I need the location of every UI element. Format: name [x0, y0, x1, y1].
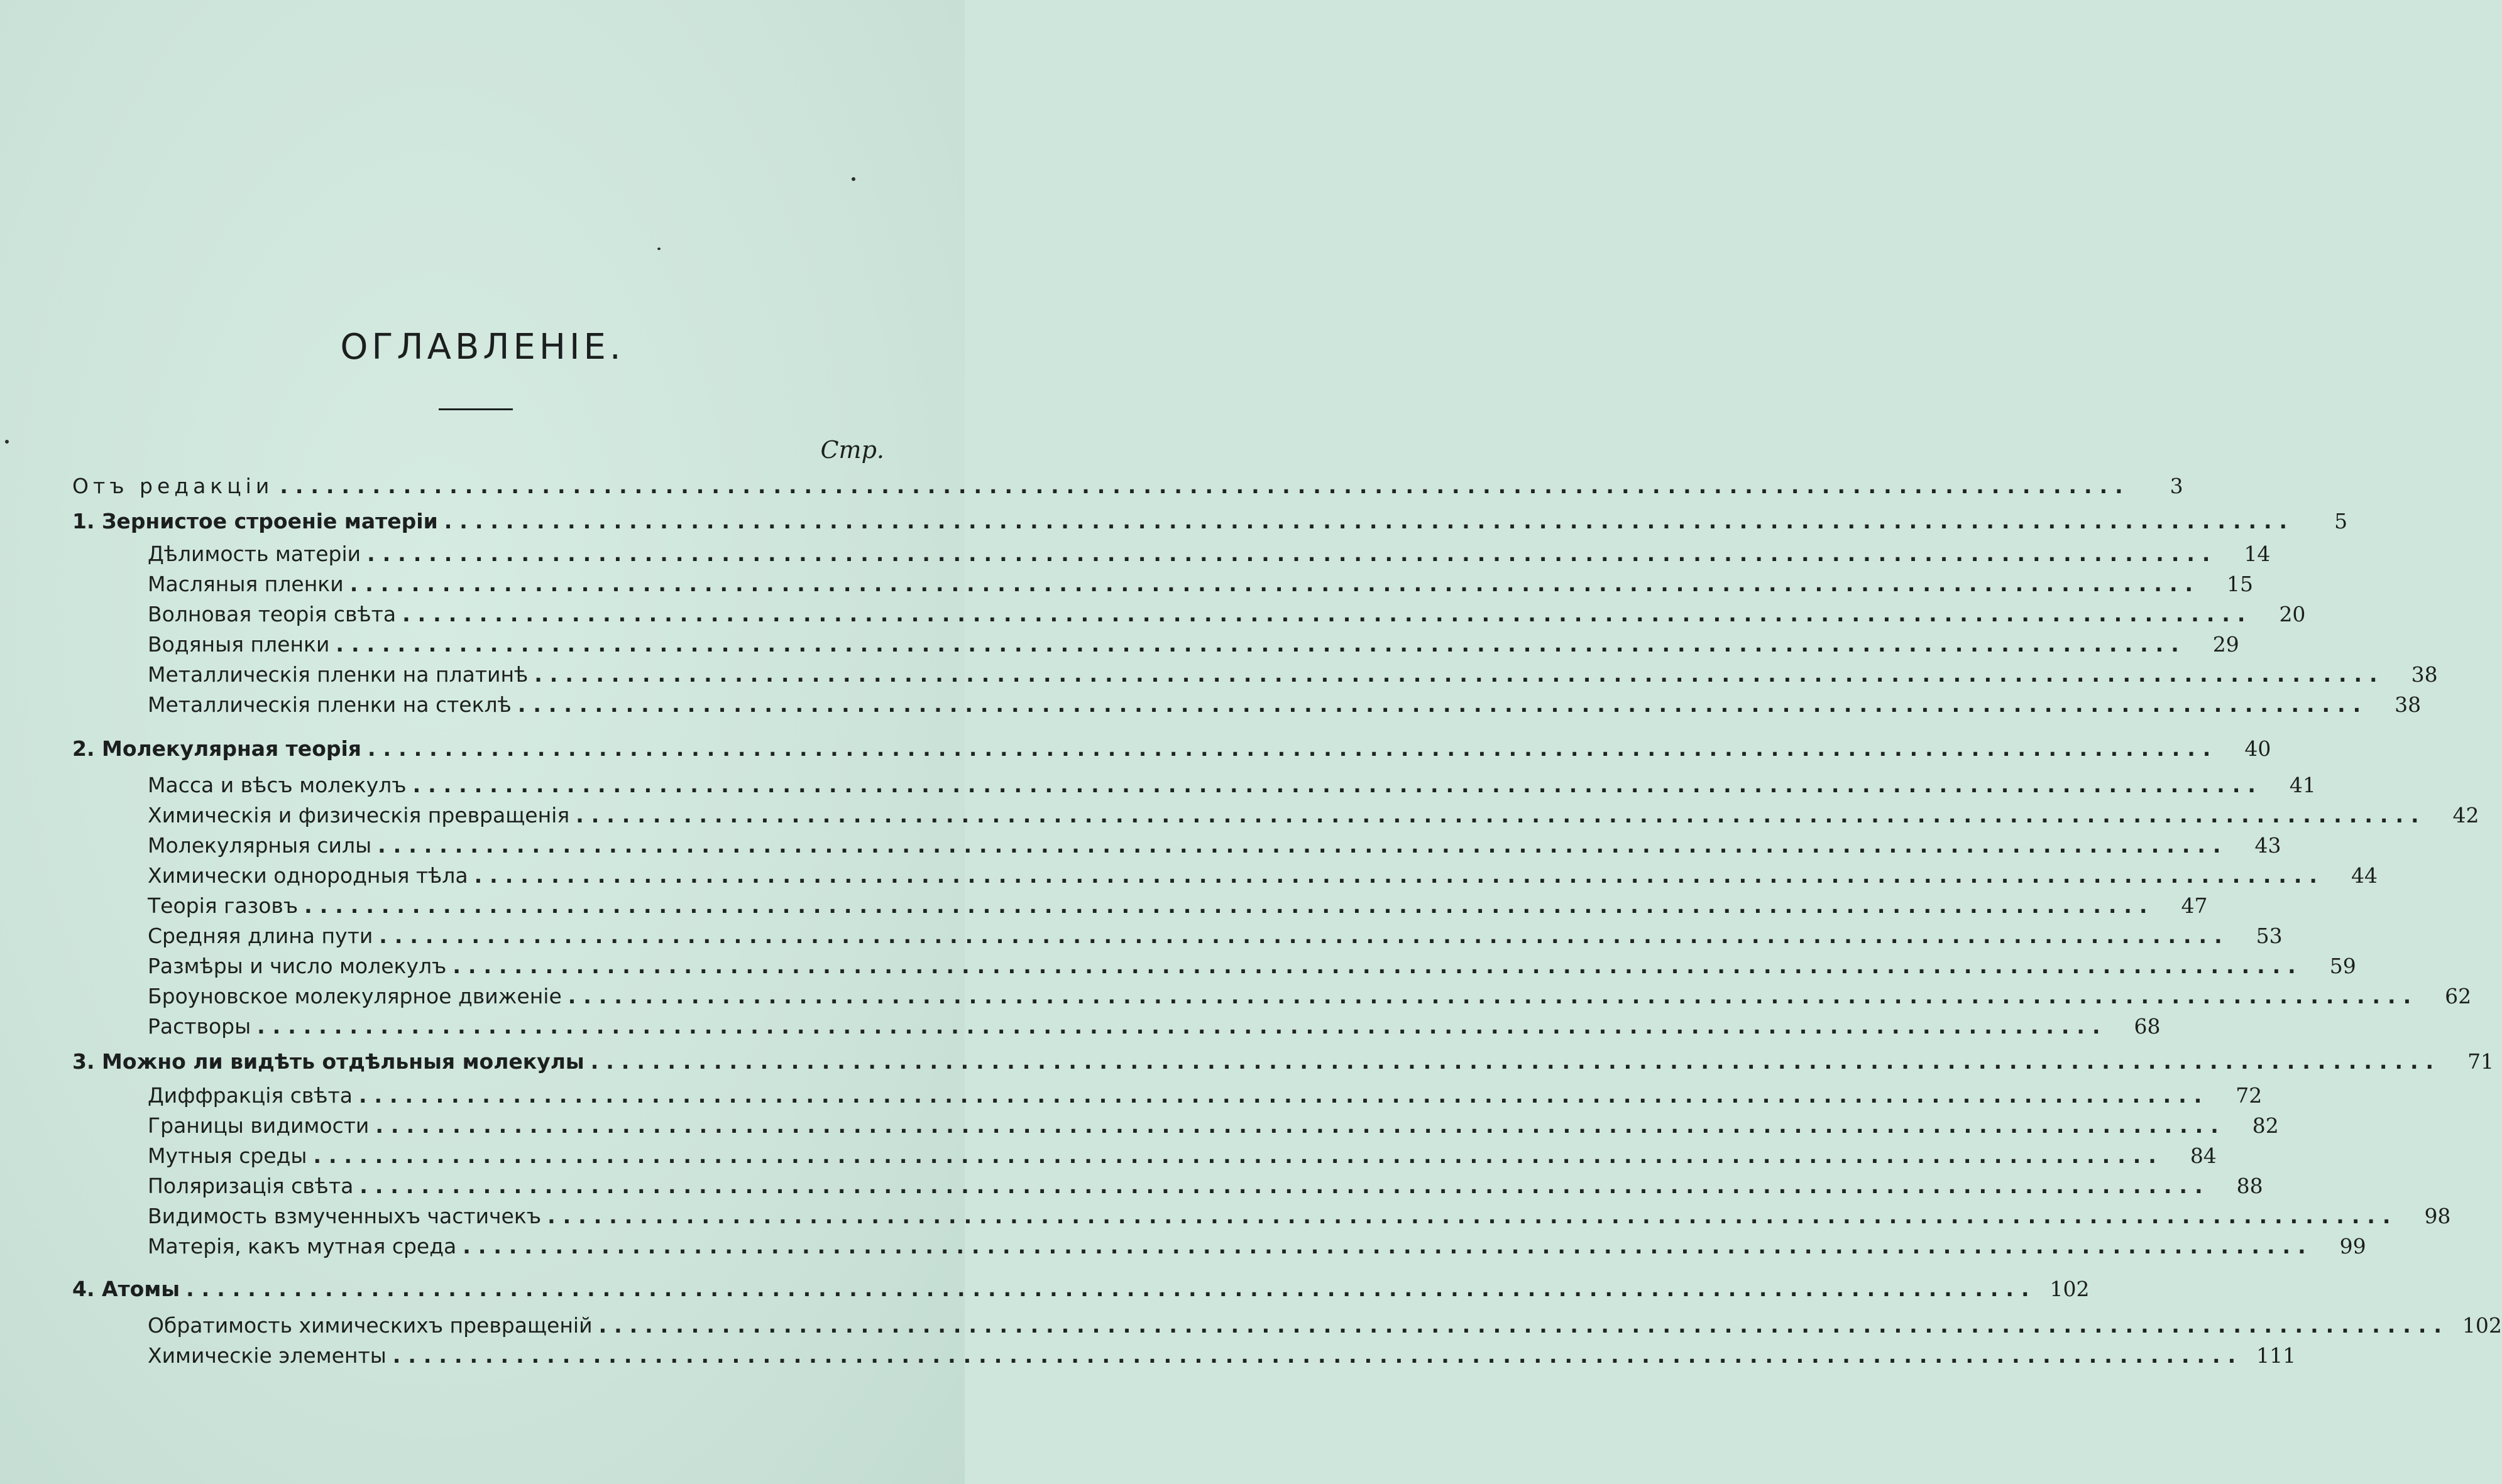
toc-entry[interactable] [148, 892, 2208, 920]
leader-dots: ........................................................................................................................ [304, 893, 2155, 918]
toc-entry[interactable] [148, 772, 2316, 799]
toc-entry-label: Обратимость химическихъ превращеній [148, 1313, 593, 1338]
toc-entry[interactable] [148, 832, 2281, 859]
toc-entry-page: 111 [2256, 1343, 2296, 1368]
toc-entry[interactable] [148, 952, 2356, 980]
toc-entry-page: 72 [2236, 1083, 2263, 1108]
leader-dots: ........................................................................................................................ [444, 509, 2295, 533]
toc-entry-page: 43 [2254, 833, 2281, 858]
toc-entry[interactable] [148, 601, 2306, 628]
toc-entry-label: Волновая теорія свѣта [148, 602, 397, 626]
toc-entry-label: Диффракція свѣта [148, 1083, 353, 1108]
leader-dots: ........................................................................................................................ [547, 1204, 2398, 1228]
toc-entry-page: 71 [2467, 1049, 2494, 1074]
toc-entry[interactable] [148, 922, 2283, 950]
leader-dots: ........................................................................................................................ [379, 924, 2230, 948]
leader-dots: ........................................................................................................................ [358, 1083, 2210, 1108]
toc-entry-page: 40 [2244, 736, 2271, 761]
leader-dots: ........................................................................................................................ [378, 833, 2229, 858]
toc-entry[interactable] [148, 661, 2438, 689]
toc-entry-page: 102 [2462, 1313, 2502, 1338]
toc-entry[interactable] [148, 1203, 2451, 1230]
leader-dots: ........................................................................................................................ [590, 1049, 2442, 1074]
toc-entry-page: 15 [2227, 572, 2254, 596]
toc-entry-page: 59 [2329, 954, 2356, 978]
leader-dots: ........................................................................................................................ [598, 1313, 2449, 1338]
toc-entry-label: Молекулярныя силы [148, 833, 372, 858]
leader-dots: ........................................................................................................................ [186, 1277, 2037, 1301]
toc-entry-label: 1. Зернистое строеніе матеріи [72, 509, 438, 533]
toc-entry-label: Масса и вѣсъ молекулъ [148, 773, 407, 797]
leader-dots: ........................................................................................................................ [412, 773, 2263, 797]
toc-entry-label: Видимость взмученныхъ частичекъ [148, 1204, 542, 1228]
toc-entry-page: 38 [2395, 692, 2422, 717]
toc-entry[interactable] [148, 1082, 2263, 1110]
toc-entry-label: Границы видимости [148, 1113, 370, 1138]
toc-entry-label: Теорія газовъ [148, 893, 299, 918]
toc-entry-label: Отъ редакціи [72, 474, 274, 498]
leader-dots: ........................................................................................................................ [280, 474, 2131, 498]
toc-entry-label: Металлическія пленки на стеклѣ [148, 692, 512, 717]
toc-entry-label: Средняя длина пути [148, 924, 373, 948]
toc-entry-label: Броуновское молекулярное движеніе [148, 984, 562, 1008]
leader-dots: ........................................................................................................................ [336, 632, 2187, 657]
leader-dots: ........................................................................................................................ [375, 1113, 2226, 1138]
toc-entry-page: 88 [2236, 1174, 2263, 1198]
page-column-header: Стр. [820, 436, 884, 464]
toc-entry-page: 3 [2170, 474, 2183, 498]
toc-entry-label: 4. Атомы [72, 1277, 180, 1301]
toc-entry-label: 2. Молекулярная теорія [72, 736, 361, 761]
toc-chapter-3[interactable] [72, 1048, 2494, 1076]
toc-entry[interactable] [148, 1142, 2217, 1170]
toc-entry[interactable] [148, 1112, 2279, 1140]
leader-dots: ........................................................................................................................ [368, 736, 2219, 761]
toc-entry-label: Металлическія пленки на платинѣ [148, 662, 529, 687]
toc-entry[interactable] [148, 802, 2479, 829]
toc-entry[interactable] [148, 570, 2254, 598]
toc-entry-page: 99 [2339, 1234, 2366, 1258]
toc-entry-label: Химически однородныя тѣла [148, 863, 468, 888]
leader-dots: ........................................................................................................................ [392, 1343, 2244, 1368]
leader-dots: ........................................................................................................................ [402, 602, 2253, 626]
toc-entry[interactable] [148, 1312, 2502, 1339]
leader-dots: ........................................................................................................................ [257, 1014, 2108, 1039]
leader-dots: ........................................................................................................................ [474, 863, 2325, 888]
leader-dots: ........................................................................................................................ [453, 954, 2303, 978]
leader-dots: ........................................................................................................................ [568, 984, 2419, 1008]
toc-entry-label: Химическія и физическія превращенія [148, 803, 570, 827]
toc-entry-page: 62 [2445, 984, 2472, 1008]
leader-dots: ........................................................................................................................ [576, 803, 2427, 827]
toc-entry[interactable] [148, 1233, 2366, 1260]
toc-entry-page: 29 [2212, 632, 2239, 657]
toc-entry-page: 68 [2134, 1014, 2161, 1039]
toc-entry-label: Масляныя пленки [148, 572, 344, 596]
toc-entry-page: 20 [2279, 602, 2306, 626]
toc-entry[interactable] [148, 691, 2422, 719]
toc-entry-page: 44 [2351, 863, 2378, 888]
toc-entry-label: 3. Можно ли видѣть отдѣльныя молекулы [72, 1049, 584, 1074]
toc-entry[interactable] [148, 1013, 2161, 1040]
leader-dots: ........................................................................................................................ [367, 542, 2218, 566]
toc-entry-page: 84 [2190, 1143, 2217, 1168]
toc-entry[interactable] [148, 862, 2378, 890]
leader-dots: ........................................................................................................................ [463, 1234, 2313, 1258]
toc-entry-page: 42 [2452, 803, 2479, 827]
toc-entry-label: Мутныя среды [148, 1143, 307, 1168]
leader-dots: ........................................................................................................................ [349, 572, 2201, 596]
toc-entry-label: Химическіе элементы [148, 1343, 387, 1368]
toc-entry-page: 82 [2252, 1113, 2279, 1138]
leader-dots: ........................................................................................................................ [359, 1174, 2210, 1198]
toc-entry-label: Водяныя пленки [148, 632, 330, 657]
toc-entry-page: 5 [2334, 509, 2348, 533]
toc-entry-page: 102 [2049, 1277, 2090, 1301]
toc-chapter-2[interactable] [72, 735, 2271, 763]
page-title: ОГЛАВЛЕНІЕ. [340, 327, 625, 368]
toc-entry-page: 41 [2289, 773, 2316, 797]
toc-entry-label: Размѣры и число молекулъ [148, 954, 447, 978]
toc-entry[interactable] [148, 631, 2239, 658]
toc-entry-label: Поляризація свѣта [148, 1174, 354, 1198]
toc-entry-label: Растворы [148, 1014, 251, 1039]
toc-entry-preface[interactable] [72, 472, 2183, 500]
toc-chapter-4[interactable] [72, 1275, 2090, 1303]
toc-chapter-1[interactable] [72, 508, 2348, 535]
toc-entry[interactable] [148, 983, 2472, 1010]
leader-dots: ........................................................................................................................ [517, 692, 2369, 717]
toc-entry[interactable] [148, 1342, 2296, 1370]
toc-entry-page: 38 [2411, 662, 2438, 687]
toc-entry-page: 98 [2424, 1204, 2451, 1228]
toc-entry-label: Матерія, какъ мутная среда [148, 1234, 457, 1258]
toc-entry-page: 47 [2181, 893, 2208, 918]
toc-entry[interactable] [148, 540, 2271, 568]
leader-dots: ........................................................................................................................ [313, 1143, 2164, 1168]
toc-entry-label: Дѣлимость матеріи [148, 542, 361, 566]
leader-dots: ........................................................................................................................ [534, 662, 2385, 687]
toc-entry-page: 53 [2256, 924, 2283, 948]
toc-entry[interactable] [148, 1172, 2263, 1200]
toc-entry-page: 14 [2244, 542, 2271, 566]
